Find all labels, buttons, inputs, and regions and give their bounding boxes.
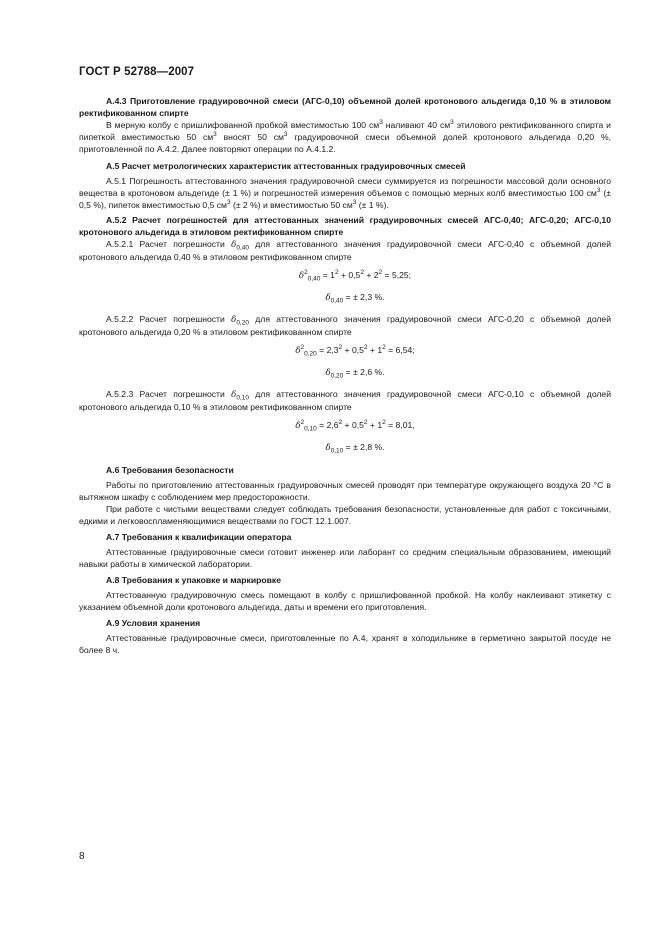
paragraph-a51: А.5.1 Погрешность аттестованного значения градуировочной смеси суммируется из погрешности массовой доли основного вещества в кротоновом альдегиде (± 1 %) и погрешностей измерения объемов с помощью мерных колб вместимостью 100 $см^3$ (± 0,5 %), пипеток вместимостью 0,5 $см^3$ (± 2 %) и вместимостью 50 $см^3$ (± 1 %).	[79, 176, 611, 210]
section-heading-a7: А.7 Требования к квалификации оператора	[106, 532, 292, 542]
paragraph-a9: Аттестованные градуировочные смеси, приготовленные по А.4, хранят в холодильнике в герметично закрытой посуде не более 8 ч.	[79, 633, 611, 655]
paragraph-a522: А.5.2.2 Расчет погрешности $\delta_{0,20}$ для аттестованного значения градуировочной смеси АГС-0,20 с объемной долей кротонового альдегида 0,20 % в этиловом ректификованном спирте	[79, 314, 612, 337]
section-heading-a9: А.9 Условия хранения	[106, 618, 201, 628]
section-heading-a5: А.5 Расчет метрологических характеристик аттестованных градуировочных смесей	[106, 161, 466, 171]
equation-a523-1: $\delta^2_{0,10} = 2,6^2 + 0,5^2 + 1^2 = 8,01$,	[295, 419, 415, 433]
section-heading-a8: А.8 Требования к упаковке и маркировке	[106, 575, 281, 585]
equation-a522-1: $\delta^2_{0,20} = 2,3^2 + 0,5^2 + 1^2 = 6,54$;	[295, 344, 415, 358]
page-number: 8	[79, 851, 85, 862]
equation-a521-1: $\delta^2_{0,40} = 1^2 + 0,5^2 + 2^2 = 5,25$;	[298, 269, 412, 283]
section-heading-a52: А.5.2 Расчет погрешностей для аттестованных значений градуировочных смесей АГС-0,40; АГС-0,20; АГС-0,10 кротонового альдегида в этиловом ректификованном спирте	[79, 215, 611, 237]
paragraph-a7: Аттестованные градуировочные смеси готовит инженер или лаборант со средним специальным образованием, имеющий навыки работы в химической лаборатории.	[79, 547, 611, 569]
document-header: ГОСТ Р 52788—2007	[79, 66, 195, 78]
paragraph-a523: А.5.2.3 Расчет погрешности $\delta_{0,10}$ для аттестованного значения градуировочной смеси АГС-0,10 с объемной долей кротонового альдегида 0,10 % в этиловом ректификованном спирте	[79, 389, 612, 412]
equation-a523-2: $\delta_{0,10}$ = ± 2,8 %.	[325, 442, 385, 455]
paragraph-a521: А.5.2.1 Расчет погрешности $\delta_{0,40}$ для аттестованного значения градуировочной смеси АГС-0,40 с объемной долей кротонового альдегида 0,40 % в этиловом ректификованном спирте	[79, 239, 612, 262]
section-heading-a43: А.4.3 Приготовление градуировочной смеси (АГС-0,10) объемной долей кротонового альдегида 0,10 % в этиловом ректификованном спирте	[79, 96, 611, 118]
document-body	[79, 95, 611, 656]
equation-a522-2: $\delta_{0,20}$ = ± 2,6 %.	[325, 367, 385, 380]
section-heading-a6: А.6 Требования безопасности	[106, 465, 234, 475]
paragraph-a6-2: При работе с чистыми веществами следует соблюдать требования безопасности, установленные для работ с токсичными, едкими и легковоспламеняющимися веществами по ГОСТ 12.1.007.	[79, 504, 611, 526]
paragraph-a6-1: Работы по приготовлению аттестованных градуировочных смесей проводят при температуре окружающего воздуха 20 °С в вытяжном шкафу с соблюдением мер предосторожности.	[79, 480, 611, 502]
paragraph-a43: В мерную колбу с пришлифованной пробкой вместимостью 100 $см^3$ наливают 40 $см^3$ этилового ректификованного спирта и пипеткой вместимостью 50 $см^3$ вносят 50 $см^3$ градуировочной смеси объемной долей кротонового альдегида 0,20 %, приготовленной по А.4.2. Далее повторяют операции по А.4.1.2.	[79, 119, 611, 154]
equation-a521-2: $\delta_{0,40}$ = ± 2,3 %.	[325, 292, 385, 305]
paragraph-a8: Аттестованную градуировочную смесь помещают в колбу с пришлифованной пробкой. На колбу наклеивают этикетку с указанием объемной доли кротонового альдегида, даты и времени его приготовления.	[79, 590, 611, 612]
